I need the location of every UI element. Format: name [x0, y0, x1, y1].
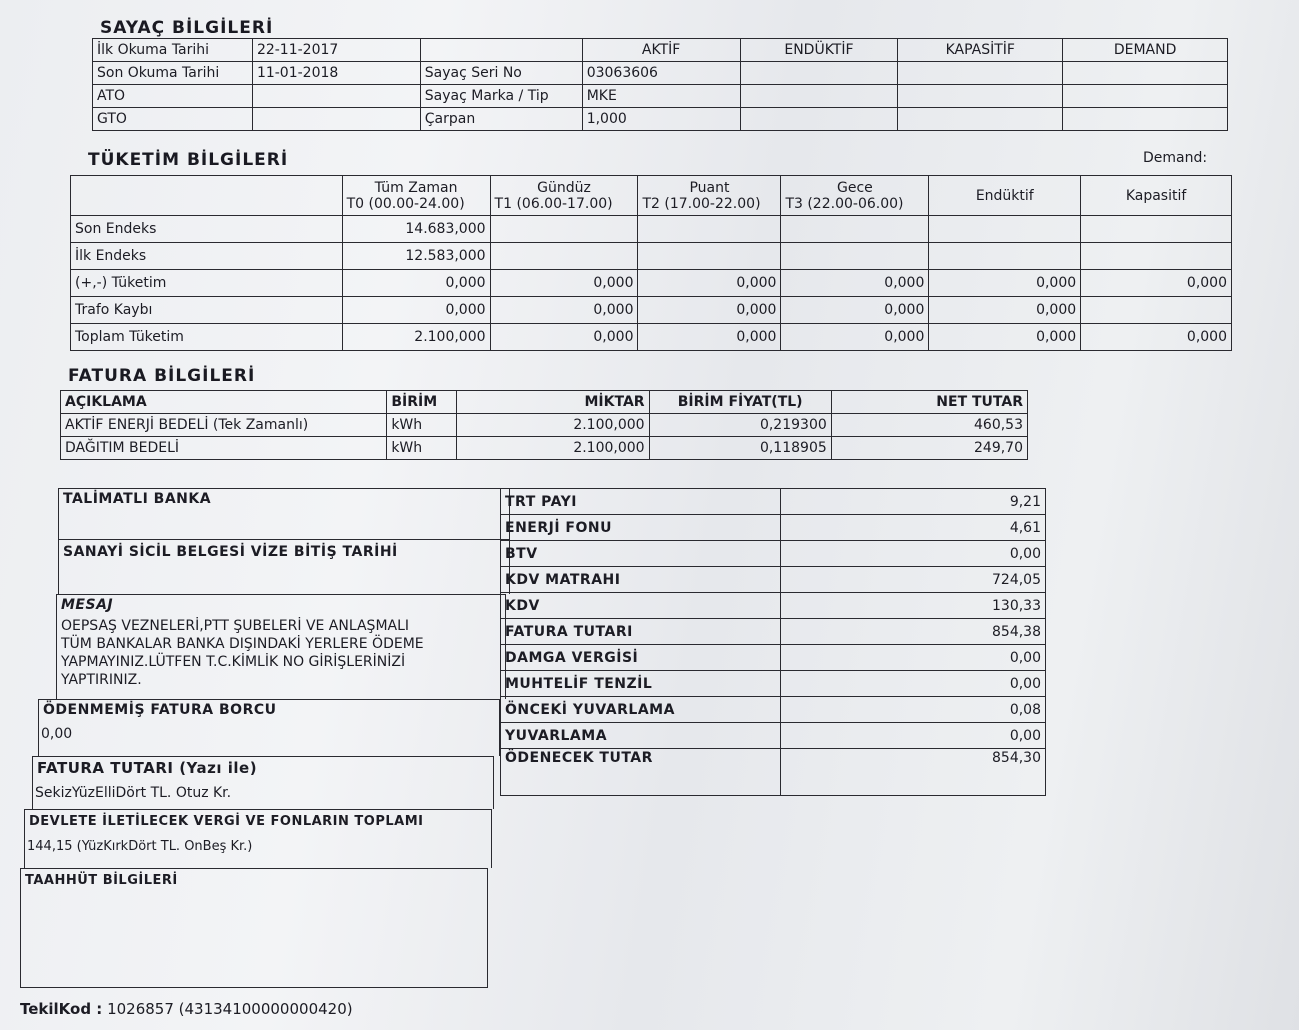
seri-label: Sayaç Seri No — [420, 62, 582, 85]
tuketim-cell — [1081, 297, 1232, 324]
talimatli-banka-box — [58, 488, 510, 539]
fatura-h-aciklama: AÇIKLAMA — [61, 391, 387, 414]
tuketim-header-line1: Gündüz — [537, 179, 591, 196]
totals-label: FATURA TUTARI — [501, 619, 781, 645]
tuketim-header-line1: Gece — [837, 179, 873, 196]
odenmemis-value: 0,00 — [41, 726, 73, 742]
fatura-cell-net: 249,70 — [831, 437, 1027, 460]
totals-row — [501, 645, 1046, 671]
talimatli-banka-title: TALİMATLI BANKA — [63, 491, 212, 507]
tuketim-cell: 0,000 — [638, 324, 781, 351]
yazi-ile-value: SekizYüzElliDört TL. Otuz Kr. — [35, 785, 232, 801]
marka-label: Sayaç Marka / Tip — [420, 85, 582, 108]
totals-label: TRT PAYI — [501, 489, 781, 515]
tuketim-cell: 0,000 — [342, 270, 490, 297]
sayac-cell — [740, 85, 898, 108]
tuketim-cell: 0,000 — [638, 270, 781, 297]
gto-value — [252, 108, 420, 131]
fatura-h-fiyat: BİRİM FİYAT(TL) — [649, 391, 831, 414]
totals-label: ÖNCEKİ YUVARLAMA — [501, 697, 781, 723]
fatura-h-birim: BİRİM — [387, 391, 457, 414]
marka-value: MKE — [582, 85, 740, 108]
tuketim-cell: 0,000 — [490, 297, 638, 324]
tuketim-header-line1: Puant — [689, 179, 730, 196]
seri-value: 03063606 — [582, 62, 740, 85]
sayac-section-title: SAYAÇ BİLGİLERİ — [100, 18, 274, 38]
totals-row — [501, 619, 1046, 645]
son-okuma-value: 11-01-2018 — [252, 62, 420, 85]
tuketim-cell: 0,000 — [1081, 324, 1232, 351]
tuketim-row — [71, 324, 1232, 351]
totals-value: 0,00 — [780, 541, 1045, 567]
tuketim-header-line2: T3 (22.00-06.00) — [785, 195, 904, 212]
son-okuma-label: Son Okuma Tarihi — [93, 62, 253, 85]
tuketim-header-line1: Tüm Zaman — [374, 179, 458, 196]
tuketim-header-line1: Endüktif — [975, 187, 1034, 204]
sayac-cell — [898, 108, 1063, 131]
sayac-cell — [740, 108, 898, 131]
tuketim-cell: 0,000 — [490, 270, 638, 297]
totals-value: 0,08 — [780, 697, 1045, 723]
tuketim-cell — [1081, 216, 1232, 243]
tuketim-cell: 0,000 — [490, 324, 638, 351]
tuketim-header — [638, 176, 781, 216]
sayac-cell — [1063, 62, 1228, 85]
gto-label: GTO — [93, 108, 253, 131]
fatura-cell-net: 460,53 — [831, 414, 1027, 437]
sayac-cell — [1063, 108, 1228, 131]
totals-row — [501, 593, 1046, 619]
tuketim-header-line2: T1 (06.00-17.00) — [494, 195, 613, 212]
fatura-cell-aciklama: DAĞITIM BEDELİ — [61, 437, 387, 460]
mesaj-line: TÜM BANKALAR BANKA DIŞINDAKİ YERLERE ÖDEME — [61, 636, 424, 652]
totals-value: 0,00 — [780, 723, 1045, 749]
totals-row — [501, 723, 1046, 749]
tuketim-row-label: (+,-) Tüketim — [71, 270, 343, 297]
tekil-kod-label: TekilKod : — [20, 1000, 103, 1018]
tuketim-row-label: Toplam Tüketim — [71, 324, 343, 351]
tekil-kod — [20, 1000, 353, 1018]
yazi-ile-title: FATURA TUTARI (Yazı ile) — [37, 759, 258, 777]
tuketim-cell — [1081, 243, 1232, 270]
tuketim-cell: 0,000 — [781, 270, 929, 297]
mesaj-line: YAPTIRINIZ. — [61, 672, 142, 688]
mesaj-title: MESAJ — [61, 597, 114, 613]
tuketim-cell: 0,000 — [781, 297, 929, 324]
tuketim-header-line2: T0 (00.00-24.00) — [346, 195, 465, 212]
fatura-h-net: NET TUTAR — [831, 391, 1027, 414]
tuketim-cell: 0,000 — [781, 324, 929, 351]
devlet-box — [24, 809, 492, 868]
totals-value: 854,30 — [780, 749, 1045, 796]
sanayi-sicil-title: SANAYİ SİCİL BELGESİ VİZE BİTİŞ TARİHİ — [63, 544, 398, 560]
totals-value: 0,00 — [780, 671, 1045, 697]
tuketim-row — [71, 243, 1232, 270]
totals-value: 854,38 — [780, 619, 1045, 645]
totals-label: BTV — [501, 541, 781, 567]
totals-value: 4,61 — [780, 515, 1045, 541]
ato-label: ATO — [93, 85, 253, 108]
fatura-cell-miktar: 2.100,000 — [457, 414, 649, 437]
devlet-value: 144,15 (YüzKırkDört TL. OnBeş Kr.) — [27, 839, 253, 854]
mesaj-box — [56, 594, 506, 699]
taahhut-title: TAAHHÜT BİLGİLERİ — [25, 873, 178, 888]
totals-value: 9,21 — [780, 489, 1045, 515]
tuketim-row — [71, 270, 1232, 297]
tuketim-cell — [929, 216, 1081, 243]
devlet-title: DEVLETE İLETİLECEK VERGİ VE FONLARIN TOPLAMI — [29, 814, 424, 829]
odenmemis-title: ÖDENMEMİŞ FATURA BORCU — [43, 702, 277, 718]
col-kapasitif: KAPASİTİF — [898, 39, 1063, 62]
tuketim-header-empty — [71, 176, 343, 216]
tuketim-table — [70, 175, 1232, 351]
fatura-row — [61, 414, 1028, 437]
tuketim-header — [929, 176, 1081, 216]
totals-value: 130,33 — [780, 593, 1045, 619]
sayac-empty — [420, 39, 582, 62]
tuketim-header — [1081, 176, 1232, 216]
fatura-cell-fiyat: 0,219300 — [649, 414, 831, 437]
tuketim-cell: 0,000 — [929, 270, 1081, 297]
carpan-label: Çarpan — [420, 108, 582, 131]
tuketim-cell: 0,000 — [929, 297, 1081, 324]
totals-row — [501, 489, 1046, 515]
totals-label: KDV — [501, 593, 781, 619]
totals-row — [501, 671, 1046, 697]
sayac-cell — [898, 62, 1063, 85]
tuketim-header — [342, 176, 490, 216]
fatura-row — [61, 437, 1028, 460]
tuketim-cell: 0,000 — [929, 324, 1081, 351]
tuketim-cell — [638, 216, 781, 243]
mesaj-line: YAPMAYINIZ.LÜTFEN T.C.KİMLİK NO GİRİŞLERİNİZİ — [61, 654, 406, 670]
sayac-cell — [898, 85, 1063, 108]
ato-value — [252, 85, 420, 108]
col-enduktif: ENDÜKTİF — [740, 39, 898, 62]
tuketim-cell: 14.683,000 — [342, 216, 490, 243]
totals-label: ÖDENECEK TUTAR — [501, 749, 781, 796]
tuketim-cell — [490, 243, 638, 270]
tuketim-header-line1: Kapasitif — [1125, 187, 1187, 204]
tuketim-cell — [781, 243, 929, 270]
tuketim-row-label: Trafo Kaybı — [71, 297, 343, 324]
sayac-cell — [740, 62, 898, 85]
tuketim-cell: 2.100,000 — [342, 324, 490, 351]
mesaj-text — [57, 615, 505, 691]
fatura-cell-birim: kWh — [387, 414, 457, 437]
tuketim-row-label: Son Endeks — [71, 216, 343, 243]
sayac-cell — [1063, 85, 1228, 108]
sayac-table — [92, 38, 1228, 131]
totals-label: KDV MATRAHI — [501, 567, 781, 593]
totals-row — [501, 697, 1046, 723]
fatura-cell-fiyat: 0,118905 — [649, 437, 831, 460]
totals-row — [501, 749, 1046, 796]
col-demand: DEMAND — [1063, 39, 1228, 62]
tuketim-row — [71, 216, 1232, 243]
yazi-ile-box — [32, 756, 494, 809]
odenmemis-box — [38, 699, 500, 756]
totals-value: 0,00 — [780, 645, 1045, 671]
totals-value: 724,05 — [780, 567, 1045, 593]
carpan-value: 1,000 — [582, 108, 740, 131]
tuketim-cell: 0,000 — [638, 297, 781, 324]
totals-label: YUVARLAMA — [501, 723, 781, 749]
fatura-table — [60, 390, 1028, 460]
totals-label: MUHTELİF TENZİL — [501, 671, 781, 697]
tuketim-cell: 0,000 — [342, 297, 490, 324]
tuketim-cell: 0,000 — [1081, 270, 1232, 297]
totals-table — [500, 488, 1046, 796]
tuketim-cell — [781, 216, 929, 243]
sanayi-sicil-box — [58, 539, 510, 594]
fatura-h-miktar: MİKTAR — [457, 391, 649, 414]
tuketim-cell — [929, 243, 1081, 270]
mesaj-line: OEPSAŞ VEZNELERİ,PTT ŞUBELERİ VE ANLAŞMALI — [61, 618, 410, 634]
tuketim-cell — [490, 216, 638, 243]
ilk-okuma-label: İlk Okuma Tarihi — [93, 39, 253, 62]
tuketim-row — [71, 297, 1232, 324]
tuketim-header — [781, 176, 929, 216]
fatura-cell-birim: kWh — [387, 437, 457, 460]
tuketim-header — [490, 176, 638, 216]
taahhut-box — [20, 868, 488, 988]
tuketim-section-title: TÜKETİM BİLGİLERİ — [88, 150, 289, 170]
tuketim-cell — [638, 243, 781, 270]
tuketim-cell: 12.583,000 — [342, 243, 490, 270]
totals-label: ENERJİ FONU — [501, 515, 781, 541]
fatura-cell-aciklama: AKTİF ENERJİ BEDELİ (Tek Zamanlı) — [61, 414, 387, 437]
col-aktif: AKTİF — [582, 39, 740, 62]
tuketim-row-label: İlk Endeks — [71, 243, 343, 270]
tekil-kod-value: 1026857 (43134100000000420) — [107, 1000, 353, 1018]
totals-row — [501, 515, 1046, 541]
totals-label: DAMGA VERGİSİ — [501, 645, 781, 671]
fatura-cell-miktar: 2.100,000 — [457, 437, 649, 460]
tuketim-header-line2: T2 (17.00-22.00) — [642, 195, 761, 212]
ilk-okuma-value: 22-11-2017 — [252, 39, 420, 62]
demand-label: Demand: — [1143, 150, 1208, 166]
fatura-section-title: FATURA BİLGİLERİ — [68, 366, 256, 386]
totals-row — [501, 567, 1046, 593]
totals-row — [501, 541, 1046, 567]
